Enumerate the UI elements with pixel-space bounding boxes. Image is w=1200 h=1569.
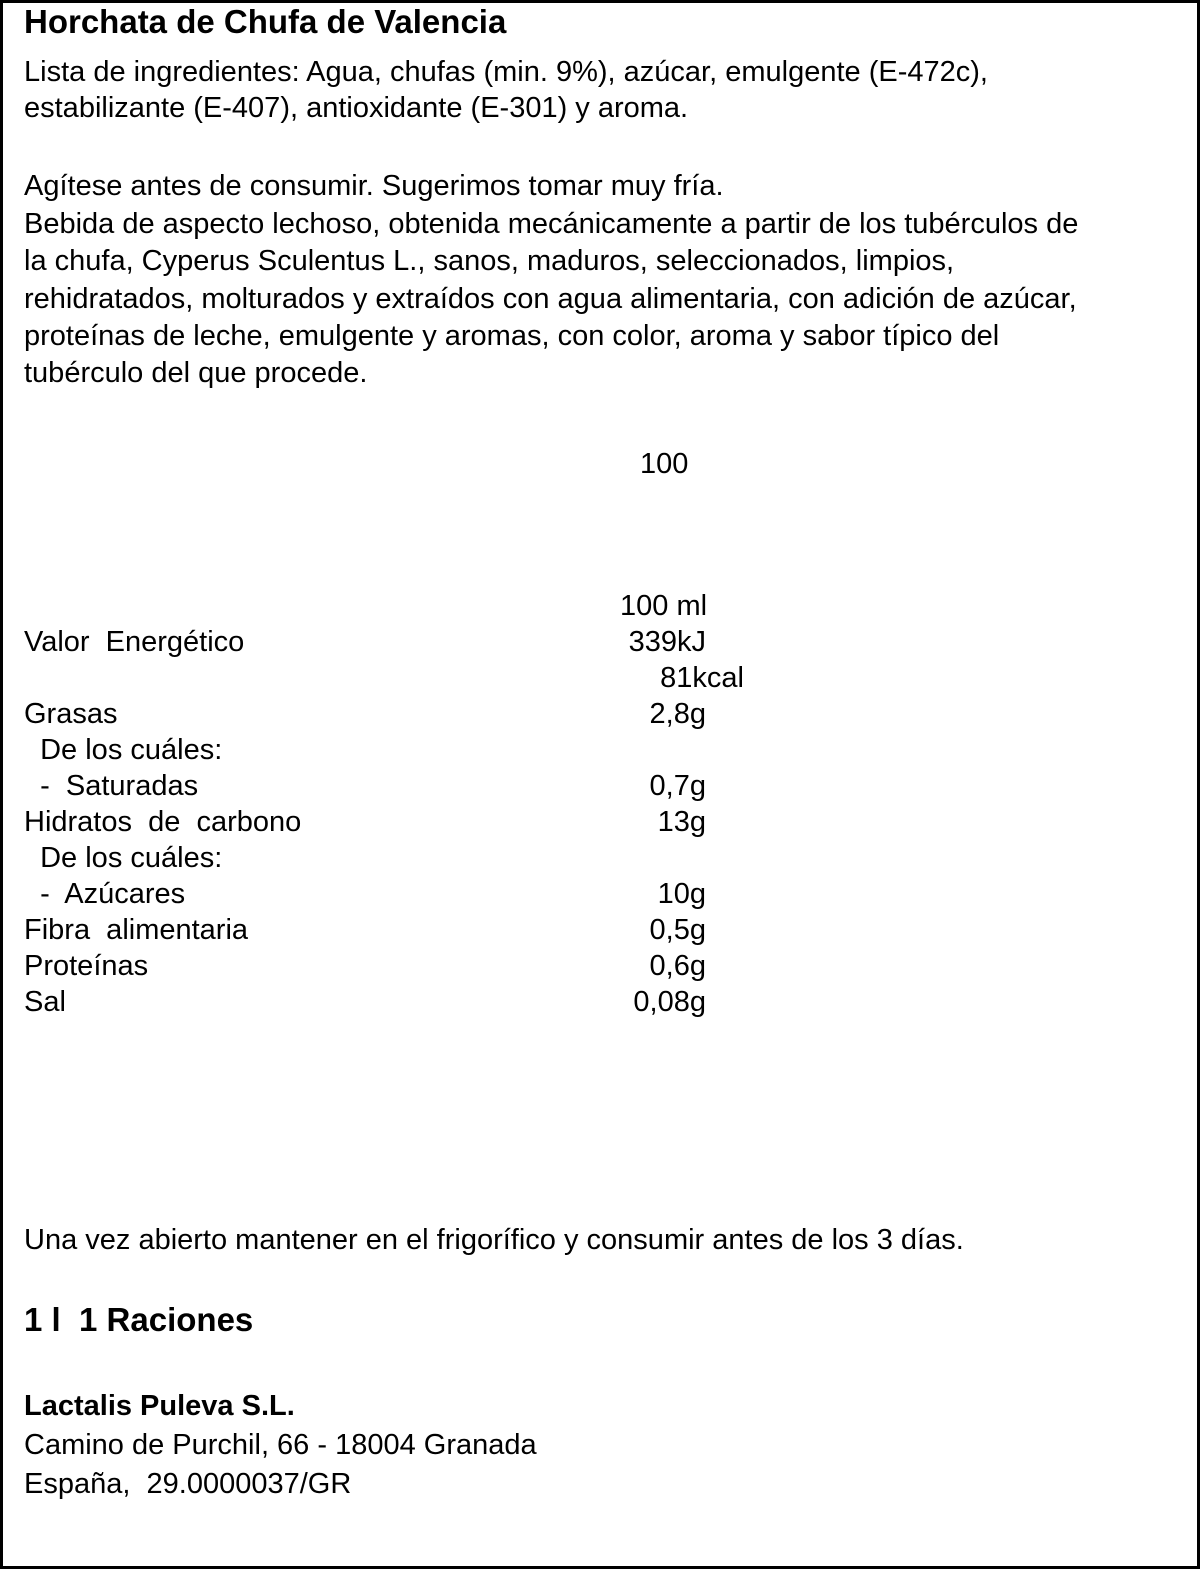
storage-instructions: Una vez abierto mantener en el frigorífico y consumir antes de los 3 días.	[24, 1224, 964, 1256]
nutrition-value-carbohydrates: 13g	[657, 806, 706, 838]
nutrition-label-salt: Sal	[24, 986, 66, 1018]
nutrition-value-protein: 0,6g	[649, 950, 706, 982]
servings: 1 l 1 Raciones	[24, 1301, 254, 1338]
nutrition-label-carbohydrates: Hidratos de carbono	[24, 806, 302, 838]
nutrition-value-fat: 2,8g	[649, 698, 706, 730]
nutrition-value-sugars: 10g	[657, 878, 706, 910]
nutrition-label-energy: Valor Energético	[24, 626, 245, 658]
product-title: Horchata de Chufa de Valencia	[24, 3, 507, 40]
nutrition-value-saturated: 0,7g	[649, 770, 706, 802]
description-line-2: la chufa, Cyperus Sculentus L., sanos, maduros, seleccionados, limpios,	[24, 245, 955, 277]
nutrition-value-fiber: 0,5g	[649, 914, 706, 946]
nutrition-label-of-which: De los cuáles:	[24, 734, 223, 766]
description-line-4: proteínas de leche, emulgente y aromas, con color, aroma y sabor típico del	[24, 320, 1000, 352]
ingredients-line-2: estabilizante (E-407), antioxidante (E-301) y aroma.	[24, 92, 689, 124]
nutrition-label-of-which-2: De los cuáles:	[24, 842, 223, 874]
nutrition-label-saturated: - Saturadas	[24, 770, 199, 802]
company-address: Camino de Purchil, 66 - 18004 Granada	[24, 1429, 537, 1461]
nutrition-value-salt: 0,08g	[633, 986, 706, 1018]
nutrition-label-fat: Grasas	[24, 698, 118, 730]
nutrition-value-energy-kj: 339kJ	[628, 626, 706, 658]
nutrition-label-protein: Proteínas	[24, 950, 149, 982]
ingredients-line-1: Lista de ingredientes: Agua, chufas (min. 9%), azúcar, emulgente (E-472c),	[24, 56, 988, 88]
standalone-number: 100	[640, 448, 689, 480]
description-line-1: Bebida de aspecto lechoso, obtenida mecánicamente a partir de los tubérculos de	[24, 208, 1079, 240]
description-line-5: tubérculo del que procede.	[24, 357, 368, 389]
company-name: Lactalis Puleva S.L.	[24, 1390, 295, 1422]
nutrition-header: 100 ml	[620, 590, 708, 622]
nutrition-value-energy-kcal: 81kcal	[660, 662, 744, 694]
usage-instructions: Agítese antes de consumir. Sugerimos tomar muy fría.	[24, 170, 724, 202]
description-line-3: rehidratados, molturados y extraídos con agua alimentaria, con adición de azúcar,	[24, 283, 1077, 315]
nutrition-label-sugars: - Azúcares	[24, 878, 186, 910]
company-country-code: España, 29.0000037/GR	[24, 1468, 352, 1500]
nutrition-label-fiber: Fibra alimentaria	[24, 914, 249, 946]
